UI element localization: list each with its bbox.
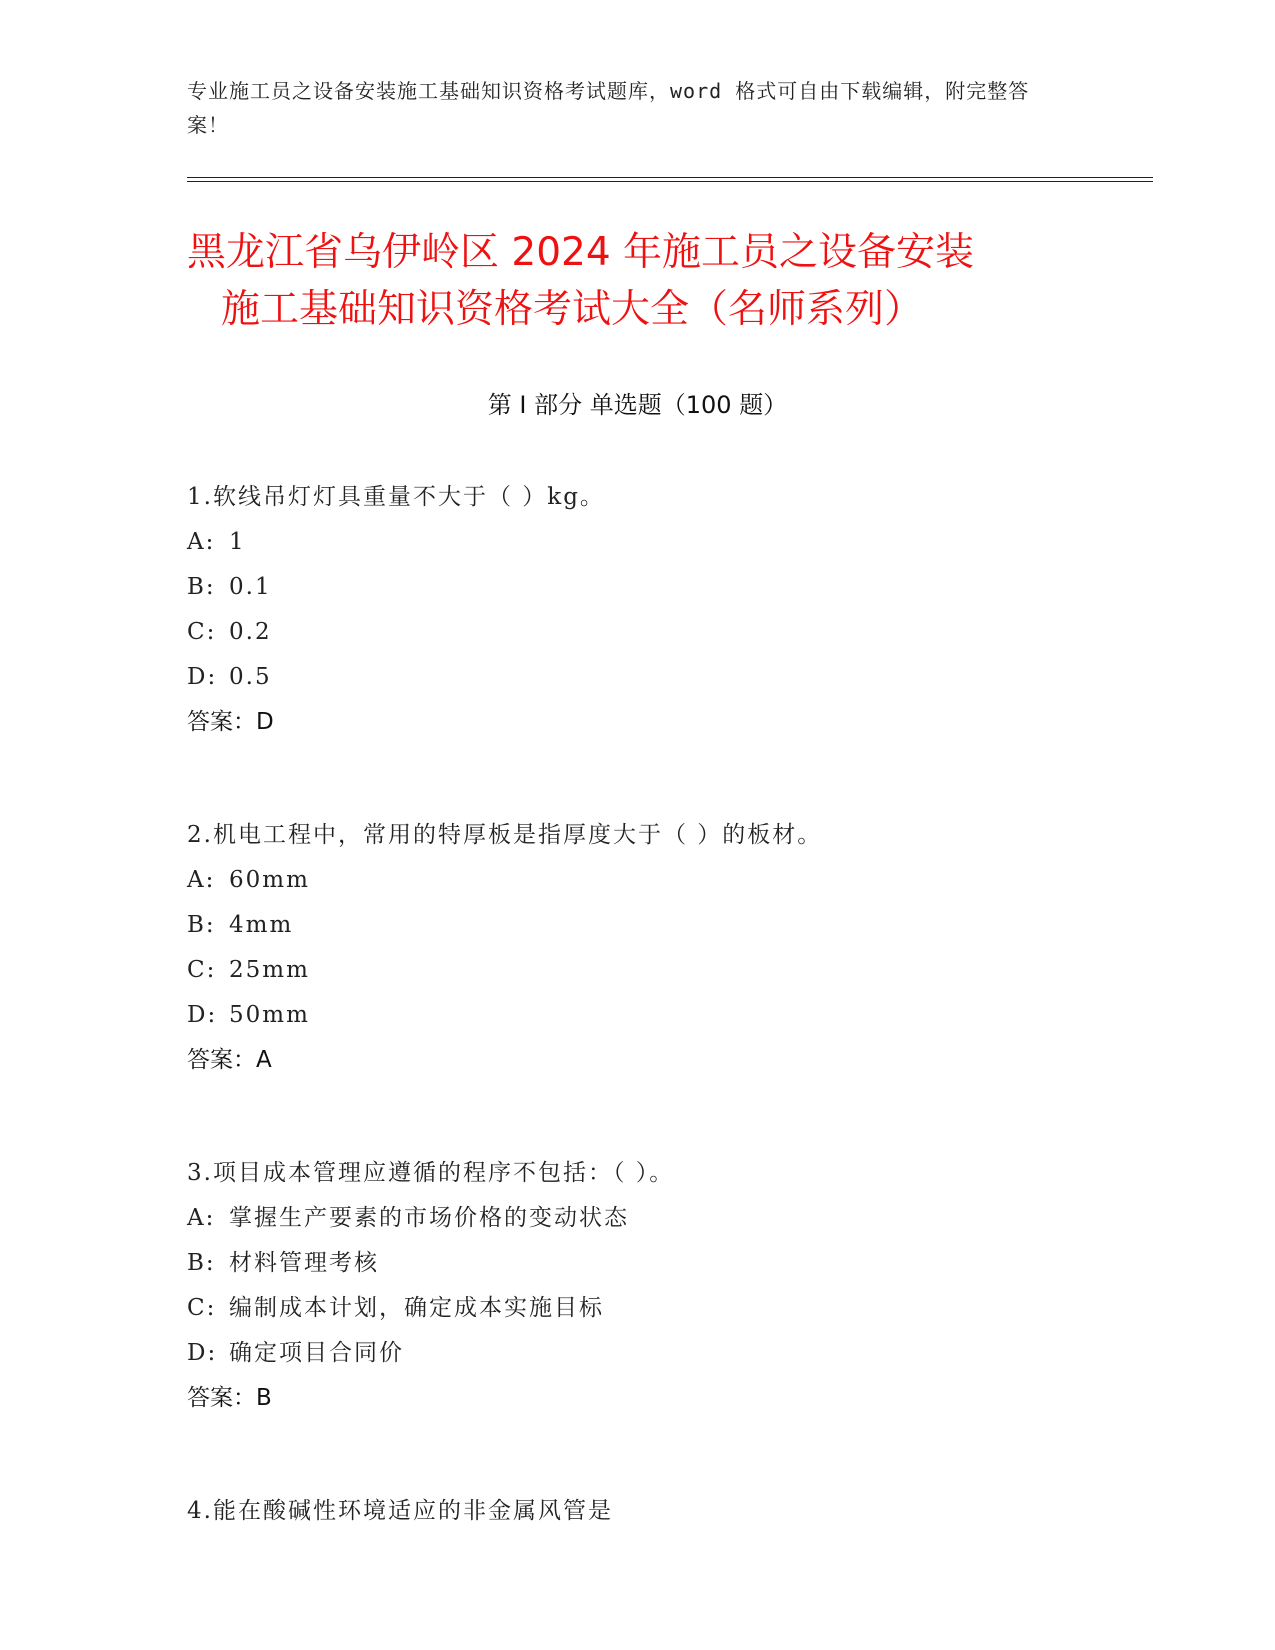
option-d xyxy=(187,993,1147,1038)
section-heading: 第 I 部分 单选题（100 题） xyxy=(487,391,788,419)
option-key: D: xyxy=(187,664,218,690)
question-stem: 3.项目成本管理应遵循的程序不包括：（ ）。 xyxy=(187,1160,675,1186)
option-key: B: xyxy=(187,574,216,600)
option-text: 0.5 xyxy=(229,664,272,690)
option-key: C: xyxy=(187,957,217,983)
option-a xyxy=(187,520,1147,565)
option-b xyxy=(187,565,1147,610)
option-a xyxy=(187,858,1147,903)
option-key: A: xyxy=(187,529,216,555)
option-key: C: xyxy=(187,619,217,645)
option-text: 0.1 xyxy=(229,574,272,600)
option-c xyxy=(187,610,1147,655)
answer-line: 答案：B xyxy=(187,1385,272,1411)
option-text: 1 xyxy=(229,529,246,555)
option-key: D: xyxy=(187,1340,218,1366)
option-key: B: xyxy=(187,912,216,938)
option-c xyxy=(187,948,1147,993)
option-key: C: xyxy=(187,1295,217,1321)
option-text: 4mm xyxy=(229,912,294,938)
question-item xyxy=(187,1489,1147,1534)
question-item xyxy=(187,1151,1147,1421)
option-key: D: xyxy=(187,1002,218,1028)
answer-line: 答案：D xyxy=(187,709,274,735)
question-stem: 4.能在酸碱性环境适应的非金属风管是 xyxy=(187,1498,613,1524)
option-text: 60mm xyxy=(229,867,310,893)
option-text: 材料管理考核 xyxy=(229,1250,379,1276)
option-a xyxy=(187,1196,1147,1241)
question-list xyxy=(187,475,1147,1602)
header-divider-top xyxy=(187,177,1153,178)
option-key: A: xyxy=(187,1205,216,1231)
option-c xyxy=(187,1286,1147,1331)
header-divider-bottom xyxy=(187,181,1153,182)
option-text: 50mm xyxy=(229,1002,310,1028)
option-text: 25mm xyxy=(229,957,310,983)
option-key: B: xyxy=(187,1250,216,1276)
option-d xyxy=(187,655,1147,700)
option-b xyxy=(187,903,1147,948)
option-key: A: xyxy=(187,867,216,893)
answer-line: 答案：A xyxy=(187,1047,272,1073)
option-text: 掌握生产要素的市场价格的变动状态 xyxy=(229,1205,629,1231)
option-text: 0.2 xyxy=(229,619,272,645)
header-note: 专业施工员之设备安装施工基础知识资格考试题库，word 格式可自由下载编辑，附完整答案！ xyxy=(187,79,1030,137)
question-stem: 2.机电工程中，常用的特厚板是指厚度大于（ ）的板材。 xyxy=(187,822,823,848)
document-title-line-2: 施工基础知识资格考试大全（名师系列） xyxy=(221,287,924,332)
document-title-line-1: 黑龙江省乌伊岭区 2024 年施工员之设备安装 xyxy=(187,230,975,275)
question-stem: 1.软线吊灯灯具重量不大于（ ）kg。 xyxy=(187,484,605,510)
option-text: 确定项目合同价 xyxy=(229,1340,404,1366)
option-text: 编制成本计划，确定成本实施目标 xyxy=(229,1295,604,1321)
question-item xyxy=(187,813,1147,1083)
question-item xyxy=(187,475,1147,745)
option-d xyxy=(187,1331,1147,1376)
option-b xyxy=(187,1241,1147,1286)
document-title xyxy=(187,224,1087,338)
